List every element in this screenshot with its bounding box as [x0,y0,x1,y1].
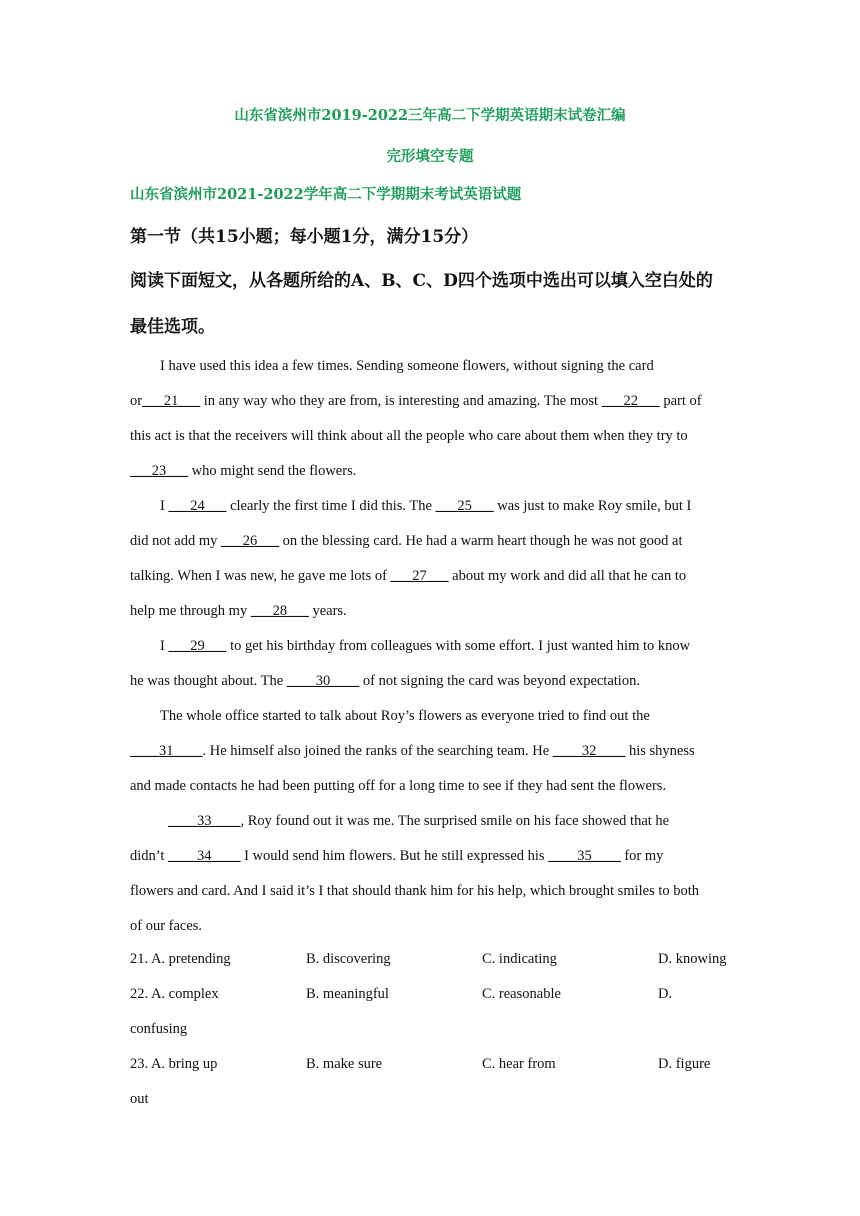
document-title: 山东省滨州市2019-2022三年高二下学期英语期末试卷汇编 [234,107,626,124]
passage-line: help me through my ___28___ years. [130,603,347,619]
q22-option-d: D. [658,986,673,1002]
blank-29: ___29___ [168,638,227,654]
passage-line: of our faces. [130,918,203,934]
blank-30: ____30____ [286,673,360,689]
passage-line: I ___29___ to get his birthday from colleagues with some effort. I just wanted him to know [160,638,691,654]
blank-26: ___26___ [221,533,280,549]
passage-line: ____33____, Roy found out it was me. The surprised smile on his face showed that he [168,813,670,829]
passage-line: I have used this idea a few times. Sending someone flowers, without signing the card [160,358,654,374]
q23-option-d-wrap: out [130,1091,149,1107]
q21-option-d: D. knowing [658,951,727,967]
blank-25: ___25___ [435,498,494,514]
q22-option-c: C. reasonable [482,986,561,1002]
q21-option-b: B. discovering [306,951,391,967]
q23-option-b: B. make sure [306,1056,383,1072]
blank-34: ____34____ [168,848,241,864]
blank-31: ____31____ [130,743,203,759]
passage-line: he was thought about. The ____30____ of not signing the card was beyond expectation. [130,673,640,689]
passage-line: and made contacts he had been putting off for a long time to see if they had sent the flowers. [130,778,667,794]
blank-22: ___22___ [601,393,660,409]
instruction-line-1: 阅读下面短文，从各题所给的A、B、C、D四个选项中选出可以填入空白处的 [130,271,713,291]
passage-line: talking. When I was new, he gave me lots of ___27___ about my work and did all that he can to [130,568,687,584]
q22-option-a: 22. A. complex [130,986,219,1002]
blank-24: ___24___ [168,498,227,514]
passage-line: this act is that the receivers will think about all the people who care about them when they try to [130,428,688,444]
document-subtitle: 完形填空专题 [386,148,474,165]
q23-option-d: D. figure [658,1056,711,1072]
q23-option-c: C. hear from [482,1056,556,1072]
blank-28: ___28___ [250,603,309,619]
blank-32: ____32____ [552,743,626,759]
section-heading: 第一节（共15小题；每小题1分，满分15分） [130,227,479,247]
passage-line: did not add my ___26___ on the blessing card. He had a warm heart though he was not good at [130,533,683,549]
q23-option-a: 23. A. bring up [130,1056,218,1072]
passage-line: ___23___ who might send the flowers. [130,463,357,479]
exam-source-title: 山东省滨州市2021-2022学年高二下学期期末考试英语试题 [130,186,522,203]
passage-line: The whole office started to talk about Roy’s flowers as everyone tried to find out the [160,708,650,724]
blank-23: ___23___ [130,463,188,479]
q21-option-c: C. indicating [482,951,557,967]
blank-35: ____35____ [548,848,621,864]
passage-line: flowers and card. And I said it’s I that should thank him for his help, which brought smiles to both [130,883,700,899]
blank-33: ____33____ [168,813,241,829]
passage-line: ____31____. He himself also joined the ranks of the searching team. He ____32____ his shyness [130,743,695,759]
q21-option-a: 21. A. pretending [130,951,231,967]
passage-line: I ___24___ clearly the first time I did this. The ___25___ was just to make Roy smile, but I [160,498,692,514]
q22-option-b: B. meaningful [306,986,389,1002]
blank-27: ___27___ [390,568,449,584]
instruction-line-2: 最佳选项。 [130,317,215,337]
passage-line: or___21___ in any way who they are from, is interesting and amazing. The most ___22___ part of [130,393,702,409]
passage-line: didn’t ____34____ I would send him flowers. But he still expressed his ____35____ for my [130,848,664,864]
blank-21: ___21___ [142,393,201,409]
q22-option-d-wrap: confusing [130,1021,188,1037]
cloze-passage [130,349,735,944]
